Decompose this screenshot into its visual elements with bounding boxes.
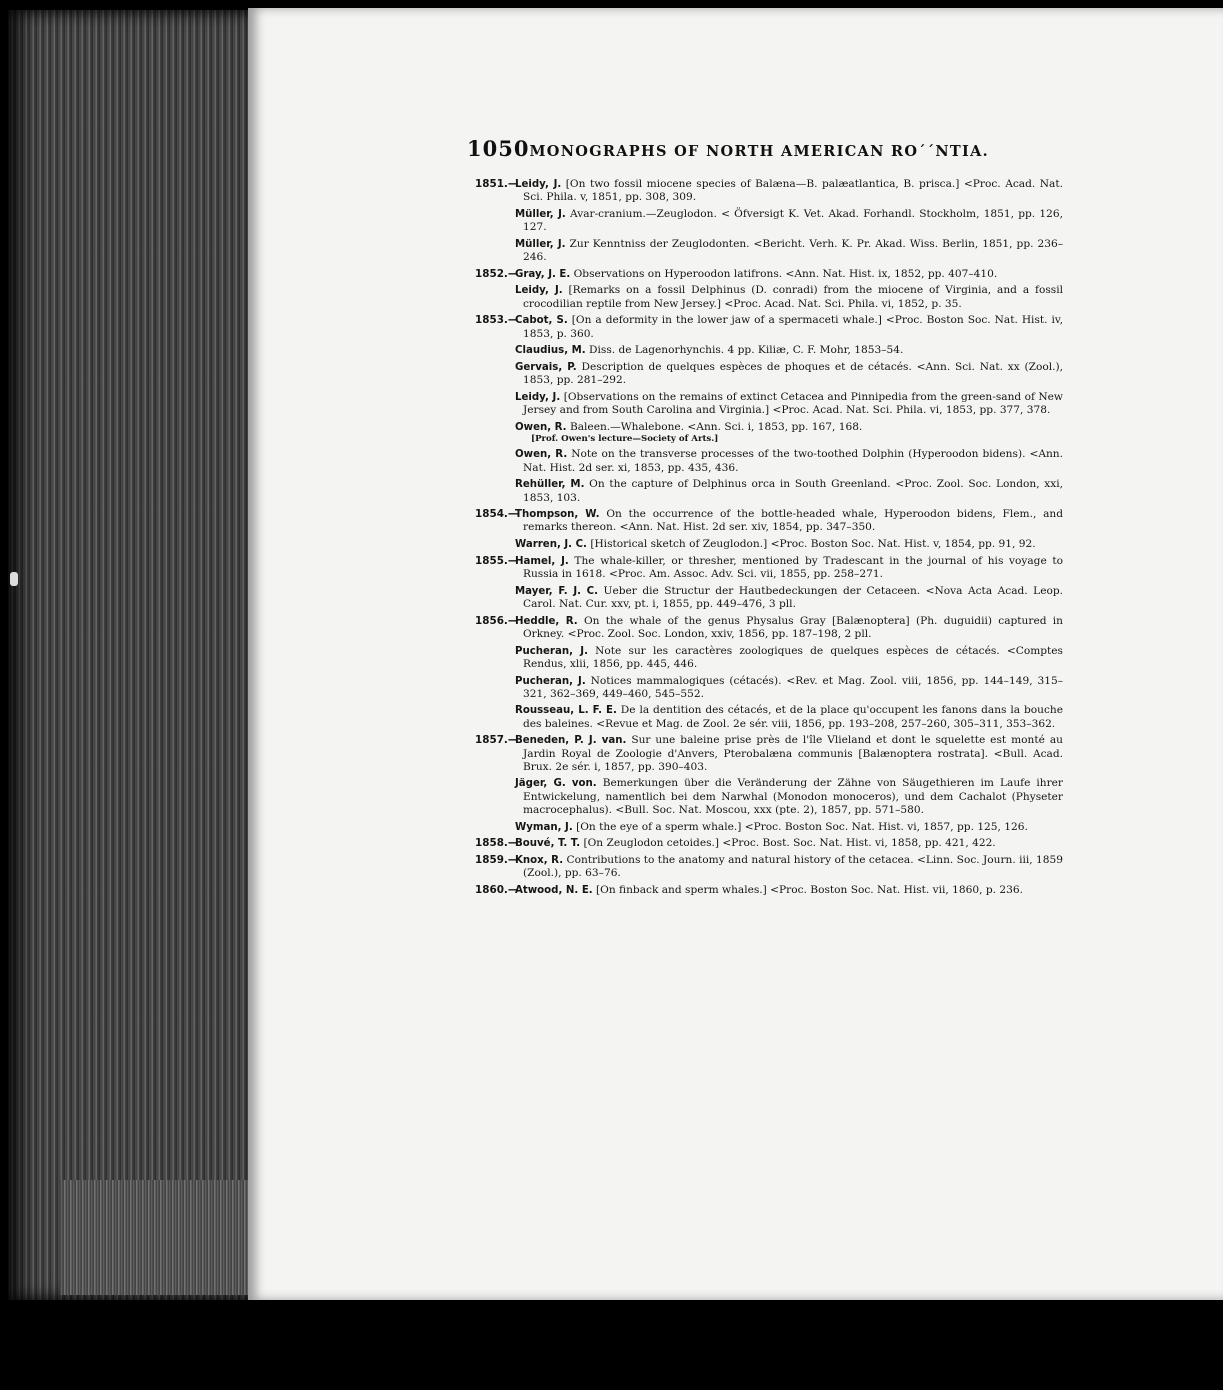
bibliography-entry — [467, 508, 1063, 534]
bibliography-entry — [467, 344, 1063, 357]
entry-year: 1855.— — [475, 554, 519, 567]
entry-author: Rehüller, M. — [515, 479, 585, 491]
entry-year: 1854.— — [475, 508, 519, 521]
bibliography-entry — [467, 821, 1063, 834]
entry-author: Leidy, J. — [515, 285, 563, 297]
bibliography-entry — [467, 391, 1063, 417]
bibliography-entry — [467, 837, 1063, 850]
entry-citation: Sur une baleine prise près de l'île Vlieland et dont le squelette est monté au Jardin Royal de Zoologie d'Anvers, Pterobalæna communis [Balænoptera rostrata]. <Bull. Acad. Brux. 2e sér. i, 1857, pp. 390–403. — [523, 734, 1063, 773]
entry-author: Pucheran, J. — [515, 675, 586, 687]
entry-citation: Ueber die Structur der Hautbedeckungen der Cetaceen. <Nova Acta Acad. Leop. Carol. Nat. Cur. xxv, pt. i, 1855, pp. 449–476, 3 pll. — [523, 584, 1064, 610]
entry-citation: [On two fossil miocene species of Balæna—B. palæatlantica, B. prisca.] <Proc. Acad. Nat. Sci. Phila. v, 1851, pp. 308, 309. — [523, 178, 1063, 204]
entry-citation: De la dentition des cétacés, et de la place qu'occupent les fanons dans la bouche des baleines. <Revue et Mag. de Zool. 2e sér. viii, 1856, pp. 193–208, 257–260, 305–311, 353–362. — [523, 704, 1063, 730]
entry-year: 1857.— — [475, 734, 519, 747]
bibliography-entry — [467, 777, 1063, 817]
entry-citation: [On the eye of a sperm whale.] <Proc. Boston Soc. Nat. Hist. vi, 1857, pp. 125, 126. — [576, 820, 1028, 833]
running-title: MONOGRAPHS OF NORTH AMERICAN RO´´NTIA. — [529, 143, 990, 160]
entry-author: Leidy, J. — [515, 179, 562, 190]
entry-citation: Observations on Hyperoodon latifrons. <Ann. Nat. Hist. ix, 1852, pp. 407–410. — [573, 267, 998, 280]
entry-year: 1856.— — [475, 614, 519, 627]
bibliography-entry — [467, 314, 1063, 340]
entry-citation: [On Zeuglodon cetoides.] <Proc. Bost. Soc. Nat. Hist. vi, 1858, pp. 421, 422. — [583, 837, 996, 850]
binding-mark — [10, 572, 18, 586]
entry-citation: On the capture of Delphinus orca in South Greenland. <Proc. Zool. Soc. London, xxi, 1853, 103. — [523, 478, 1064, 504]
entry-author: Warren, J. C. — [515, 539, 587, 551]
entry-author: Knox, R. — [515, 854, 564, 866]
page-number: 1050 — [467, 136, 530, 161]
entry-citation: Diss. de Lagenorhynchis. 4 pp. Kiliæ, C. F. Mohr, 1853–54. — [589, 344, 904, 357]
bibliography-entry — [467, 478, 1063, 504]
entry-author: Owen, R. — [515, 449, 568, 461]
bibliography-entry — [467, 284, 1063, 310]
entry-year: 1852.— — [475, 267, 519, 280]
entry-author: Gray, J. E. — [515, 268, 571, 280]
entry-citation: [On finback and sperm whales.] <Proc. Boston Soc. Nat. Hist. vii, 1860, p. 236. — [596, 883, 1023, 896]
bibliography-entry — [467, 421, 1063, 445]
entry-author: Müller, J. — [515, 208, 566, 220]
bibliography-entry — [467, 854, 1063, 880]
book-page-edges — [8, 10, 263, 1300]
bibliography-entry — [467, 361, 1063, 387]
bibliography-list — [467, 178, 1063, 901]
entry-author: Atwood, N. E. — [515, 884, 593, 896]
entry-author: Leidy, J. — [515, 391, 561, 403]
book-page-edges-lower — [60, 1180, 270, 1295]
entry-citation: Baleen.—Whalebone. <Ann. Sci. i, 1853, pp. 167, 168. — [569, 420, 863, 433]
entry-author: Bouvé, T. T. — [515, 838, 581, 850]
entry-citation: Note on the transverse processes of the two-toothed Dolphin (Hyperoodon bidens). <Ann. Nat. Hist. 2d ser. xi, 1853, pp. 435, 436. — [523, 448, 1064, 474]
entry-citation: On the occurrence of the bottle-headed whale, Hyperoodon bidens, Flem., and remarks thereon. <Ann. Nat. Hist. 2d ser. xiv, 1854, pp. 347–350. — [523, 508, 1064, 534]
entry-author: Müller, J. — [515, 238, 566, 250]
bibliography-entry — [467, 268, 1063, 281]
entry-author: Cabot, S. — [515, 315, 568, 327]
entry-citation: [On a deformity in the lower jaw of a spermaceti whale.] <Proc. Boston Soc. Nat. Hist. iv, 1853, p. 360. — [523, 314, 1063, 340]
bibliography-entry — [467, 704, 1063, 730]
entry-citation: Avar-cranium.—Zeuglodon. < Öfversigt K. Vet. Akad. Forhandl. Stockholm, 1851, pp. 126, 127. — [523, 207, 1063, 234]
entry-author: Claudius, M. — [515, 345, 586, 357]
entry-citation: On the whale of the genus Physalus Gray [Balænoptera] (Ph. duguidii) captured in Orkney. <Proc. Zool. Soc. London, xxiv, 1856, pp. 187–198, 2 pll. — [523, 614, 1064, 640]
bibliography-entry — [467, 675, 1063, 701]
entry-year: 1853.— — [475, 314, 519, 327]
entry-citation: The whale-killer, or thresher, mentioned by Tradescant in the journal of his voyage to Russia in 1618. <Proc. Am. Assoc. Adv. Sci. vii, 1855, pp. 258–271. — [523, 554, 1063, 581]
bibliography-entry — [467, 734, 1063, 774]
entry-year: 1858.— — [475, 837, 519, 850]
bibliography-entry — [467, 615, 1063, 641]
entry-author: Wyman, J. — [515, 821, 573, 833]
page-header — [467, 136, 990, 161]
bibliography-entry — [467, 555, 1063, 581]
entry-author: Gervais, P. — [515, 361, 577, 373]
entry-citation: Notices mammalogiques (cétacés). <Rev. et Mag. Zool. viii, 1856, pp. 144–149, 315–321, 362–369, 449–460, 545–552. — [523, 674, 1063, 700]
bibliography-entry — [467, 585, 1063, 611]
entry-citation: Note sur les caractères zoologiques de quelques espèces de cétacés. <Comptes Rendus, xlii, 1856, pp. 445, 446. — [523, 644, 1063, 670]
entry-author: Heddle, R. — [515, 615, 578, 627]
entry-note: [Prof. Owen's lecture—Society of Arts.] — [531, 433, 719, 444]
entry-citation: [Remarks on a fossil Delphinus (D. conradi) from the miocene of Virginia, and a fossil crocodilian reptile from New Jersey.] <Proc. Acad. Nat. Sci. Phila. vi, 1852, p. 35. — [523, 284, 1063, 310]
bibliography-entry — [467, 238, 1063, 264]
bibliography-entry — [467, 208, 1063, 234]
entry-citation: Zur Kenntniss der Zeuglodonten. <Bericht. Verh. K. Pr. Akad. Wiss. Berlin, 1851, pp. 236–246. — [523, 237, 1063, 264]
entry-year: 1851.— — [475, 178, 519, 190]
entry-citation: [Historical sketch of Zeuglodon.] <Proc. Boston Soc. Nat. Hist. v, 1854, pp. 91, 92. — [590, 538, 1036, 551]
entry-author: Owen, R. — [515, 421, 567, 433]
entry-citation: Bemerkungen über die Veränderung der Zähne von Säugethieren im Laufe ihrer Entwickelung, namentlich bei dem Narwhal (Monodon monoceros), und dem Cachalot (Physeter macrocephalus). <Bull. Soc. Nat. Moscou, xxx (pte. 2), 1857, pp. 571–580. — [523, 777, 1063, 816]
entry-year: 1859.— — [475, 853, 519, 866]
bibliography-entry — [467, 178, 1063, 204]
entry-citation: Contributions to the anatomy and natural history of the cetacea. <Linn. Soc. Journ. iii, 1859 (Zool.), pp. 63–76. — [523, 853, 1063, 880]
entry-author: Pucheran, J. — [515, 645, 588, 657]
bibliography-entry — [467, 538, 1063, 551]
entry-citation: [Observations on the remains of extinct Cetacea and Pinnipedia from the green-sand of New Jersey and from South Carolina and Virginia.] <Proc. Acad. Nat. Sci. Phila. vi, 1853, pp. 377, 378. — [523, 390, 1063, 417]
bibliography-entry — [467, 884, 1063, 897]
entry-year: 1860.— — [475, 883, 519, 896]
entry-author: Mayer, F. J. C. — [515, 585, 599, 597]
entry-author: Jäger, G. von. — [515, 778, 597, 790]
entry-author: Hamel, J. — [515, 555, 569, 567]
entry-author: Beneden, P. J. van. — [515, 735, 627, 747]
entry-author: Rousseau, L. F. E. — [515, 705, 617, 717]
bibliography-entry — [467, 645, 1063, 671]
entry-author: Thompson, W. — [515, 509, 600, 521]
bibliography-entry — [467, 448, 1063, 474]
entry-citation: Description de quelques espèces de phoques et de cétacés. <Ann. Sci. Nat. xx (Zool.), 1853, pp. 281–292. — [523, 360, 1063, 387]
